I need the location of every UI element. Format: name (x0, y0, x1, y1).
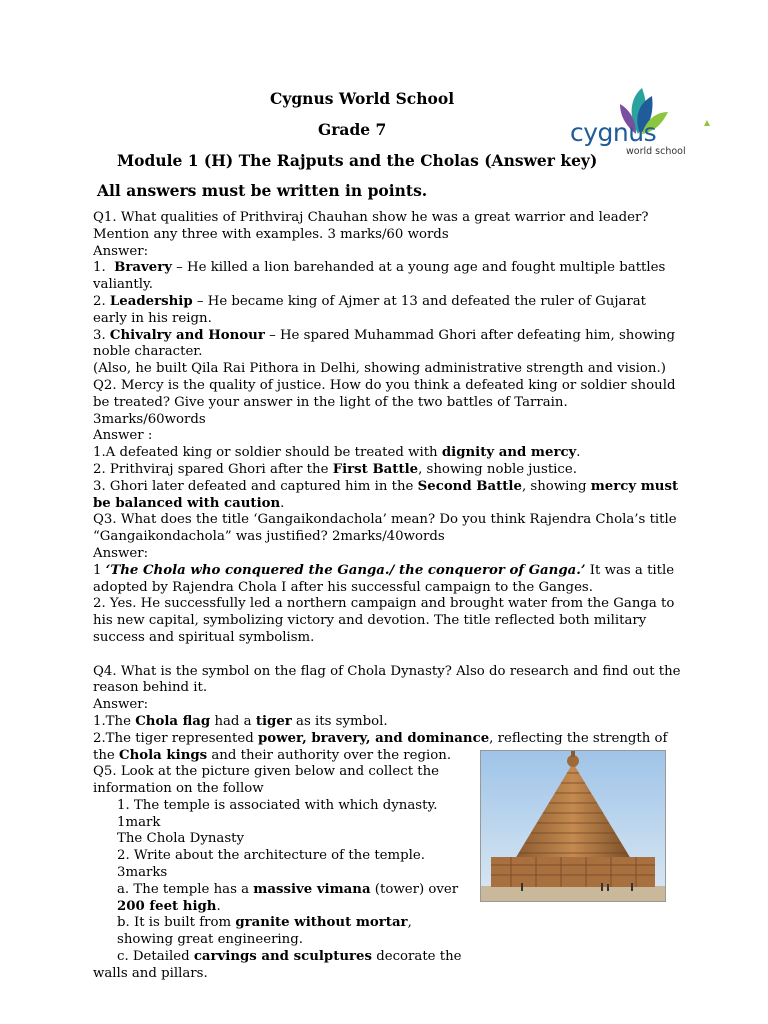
q5-item-2: 2. Write about the architecture of the temple. 3marks (117, 848, 426, 881)
q4-answer-label: Answer: (93, 697, 149, 713)
q1-answer-1: 1. Bravery – He killed a lion barehanded at a young age and fought multiple battles valiantly. (93, 260, 666, 293)
q1-answer-label: Answer: (93, 243, 149, 259)
q5-answer-b: b. It is built from granite without mortar, showing great engineering. (117, 915, 412, 948)
q5-answer-c: c. Detailed carvings and sculptures decorate the walls and pillars. (93, 949, 462, 981)
q5-block (93, 764, 468, 982)
q1-answer-3: 3. Chivalry and Honour – He spared Muhammad Ghori after defeating him, showing noble character. (93, 327, 676, 360)
logo-text: cygnus (570, 118, 657, 147)
q1-question: Q1. What qualities of Prithviraj Chauhan show he was a great warrior and leader? Mention any three with examples. 3 marks/60 words (93, 210, 649, 242)
q5-question: Q5. Look at the picture given below and collect the information on the follow (93, 764, 440, 797)
q2-answer-3: 3. Ghori later defeated and captured him in the Second Battle, showing mercy must be balanced with caution. (93, 478, 679, 511)
q3-question: Q3. What does the title ‘Gangaikondachola’ mean? Do you think Rajendra Chola’s title “Gangaikondachola” was justified? 2marks/40words (93, 512, 677, 545)
temple-icon (481, 751, 665, 901)
q2-answer-2: 2. Prithviraj spared Ghori after the First Battle, showing noble justice. (93, 461, 577, 477)
instruction-text: All answers must be written in points. (97, 181, 428, 200)
q4-answer-2: 2.The tiger represented power, bravery, and dominance, reflecting the strength of the Chola kings and their authority over the region. (93, 730, 668, 763)
logo-subtext: world school (626, 146, 686, 157)
q5-item-1-answer: The Chola Dynasty (117, 831, 245, 847)
q3-answer-2: 2. Yes. He successfully led a northern campaign and brought water from the Ganga to his new capital, symbolizing victory and devotion. The title reflected both military success and spiritual symbolism. (93, 596, 675, 645)
q5-item-1: 1. The temple is associated with which dynasty. 1mark (117, 797, 438, 830)
grade-title: Grade 7 (318, 120, 387, 139)
q4-answer-1: 1.The Chola flag had a tiger as its symbol. (93, 713, 388, 729)
q3-answer-label: Answer: (93, 545, 149, 561)
q2-question: Q2. Mercy is the quality of justice. How do you think a defeated king or soldier should be treated? Give your answer in the light of the two battles of Tarrain. 3marks/60words (93, 377, 676, 427)
q1-answer-4: (Also, he built Qila Rai Pithora in Delhi, showing administrative strength and vision.) (93, 361, 666, 377)
q1-answer-2: 2. Leadership – He became king of Ajmer at 13 and defeated the ruler of Gujarat early in his reign. (93, 293, 646, 326)
q2-answer-1: 1.A defeated king or soldier should be treated with dignity and mercy. (93, 445, 581, 461)
school-name: Cygnus World School (270, 89, 455, 108)
q3-answer-1: 1 ‘The Chola who conquered the Ganga./ the conqueror of Ganga.’ It was a title adopted by Rajendra Chola I after his successful campaign to the Ganges. (93, 562, 675, 595)
temple-image (480, 750, 666, 902)
q2-answer-label: Answer : (93, 428, 153, 444)
school-logo (568, 86, 713, 161)
q5-answer-a: a. The temple has a massive vimana (tower) over 200 feet high. (117, 881, 459, 914)
q4-question: Q4. What is the symbol on the flag of Chola Dynasty? Also do research and find out the reason behind it. (93, 663, 681, 696)
module-title: Module 1 (H) The Rajputs and the Cholas (Answer key) (117, 151, 598, 170)
